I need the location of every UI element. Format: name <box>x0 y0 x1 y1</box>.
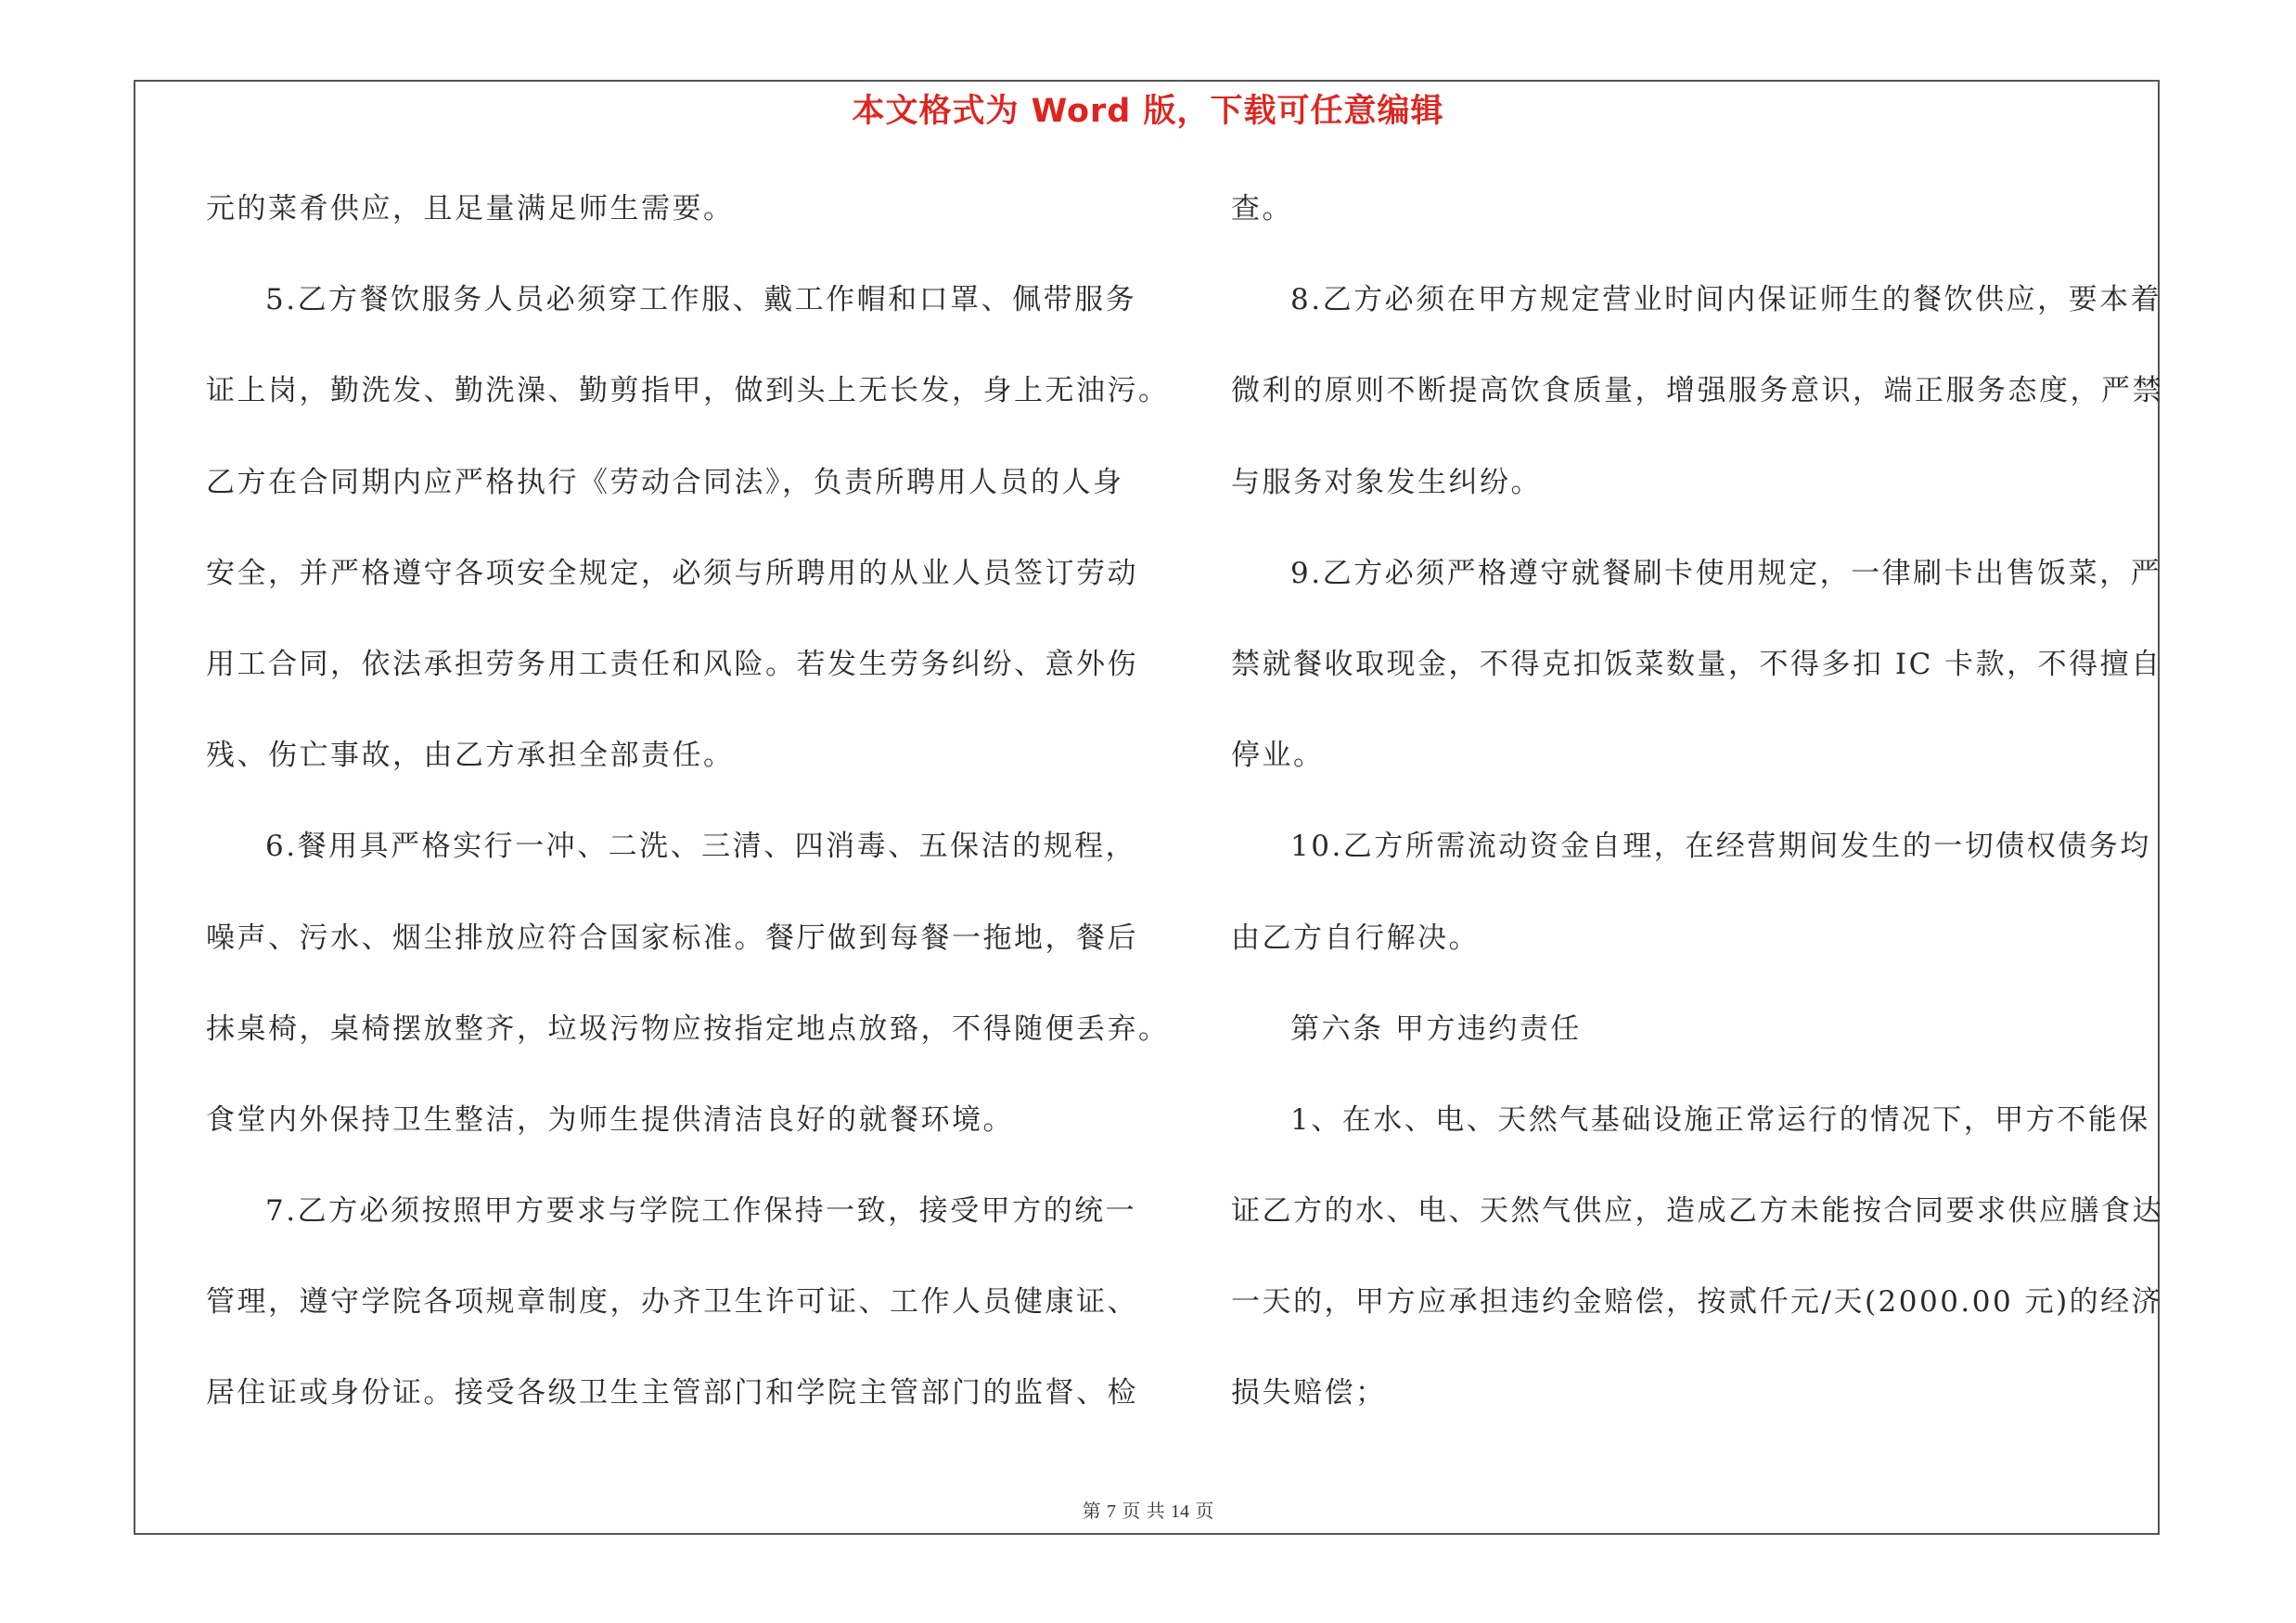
text-line: 由乙方自行解决。 <box>1231 921 1480 955</box>
text-line: 5.乙方餐饮服务人员必须穿工作服、戴工作帽和口罩、佩带服务 <box>265 283 1137 317</box>
text-line: 一天的，甲方应承担违约金赔偿，按贰仟元/天(2000.00 元)的经济 <box>1231 1285 2163 1320</box>
text-line: 证乙方的水、电、天然气供应，造成乙方未能按合同要求供应膳食达 <box>1231 1194 2163 1229</box>
text-line: 7.乙方必须按照甲方要求与学院工作保持一致，接受甲方的统一 <box>265 1194 1137 1229</box>
text-line: 损失赔偿； <box>1231 1376 1387 1410</box>
text-line: 10.乙方所需流动资金自理，在经营期间发生的一切债权债务均 <box>1290 830 2151 864</box>
text-line: 用工合同，依法承担劳务用工责任和风险。若发生劳务纠纷、意外伤 <box>206 647 1138 681</box>
text-line: 停业。 <box>1231 739 1325 773</box>
text-line: 禁就餐收取现金，不得克扣饭菜数量，不得多扣 IC 卡款，不得擅自 <box>1231 647 2162 681</box>
text-line: 管理，遵守学院各项规章制度，办齐卫生许可证、工作人员健康证、 <box>206 1285 1138 1320</box>
right-column <box>1231 181 2163 1457</box>
text-line: 残、伤亡事故，由乙方承担全部责任。 <box>206 739 735 773</box>
text-line: 8.乙方必须在甲方规定营业时间内保证师生的餐饮供应，要本着 <box>1290 283 2162 317</box>
text-line: 9.乙方必须严格遵守就餐刷卡使用规定，一律刷卡出售饭菜，严 <box>1290 556 2162 590</box>
footer-suffix: 页 <box>1195 1500 1214 1522</box>
left-column <box>206 181 1170 1457</box>
text-line: 与服务对象发生纠纷。 <box>1231 465 1542 499</box>
text-line: 查。 <box>1231 192 1293 225</box>
footer-prefix: 第 <box>1082 1500 1101 1522</box>
total-page-count: 14 <box>1171 1501 1190 1522</box>
text-line: 噪声、污水、烟尘排放应符合国家标准。餐厅做到每餐一拖地，餐后 <box>206 921 1138 955</box>
footer-mid: 页 共 <box>1122 1500 1165 1522</box>
current-page-number: 7 <box>1106 1501 1116 1522</box>
text-line: 微利的原则不断提高饮食质量，增强服务意识，端正服务态度，严禁 <box>1231 374 2163 408</box>
text-line: 6.餐用具严格实行一冲、二洗、三清、四消毒、五保洁的规程， <box>265 830 1137 864</box>
text-line: 居住证或身份证。接受各级卫生主管部门和学院主管部门的监督、检 <box>206 1376 1138 1410</box>
text-line: 乙方在合同期内应严格执行《劳动合同法》，负责所聘用人员的人身 <box>206 465 1124 499</box>
page-number-footer <box>0 1496 2296 1523</box>
text-line: 证上岗，勤洗发、勤洗澡、勤剪指甲，做到头上无长发，身上无油污。 <box>206 374 1170 408</box>
text-line: 安全，并严格遵守各项安全规定，必须与所聘用的从业人员签订劳动 <box>206 556 1138 590</box>
section-heading: 第六条 甲方违约责任 <box>1290 1011 1582 1046</box>
text-line: 1、在水、电、天然气基础设施正常运行的情况下，甲方不能保 <box>1290 1102 2150 1137</box>
text-line: 元的菜肴供应，且足量满足师生需要。 <box>206 192 735 225</box>
format-banner: 本文格式为 Word 版，下载可任意编辑 <box>852 93 1444 130</box>
text-line: 抹桌椅，桌椅摆放整齐，垃圾污物应按指定地点放臵，不得随便丢弃。 <box>206 1011 1170 1046</box>
text-line: 食堂内外保持卫生整洁，为师生提供清洁良好的就餐环境。 <box>206 1102 1014 1137</box>
